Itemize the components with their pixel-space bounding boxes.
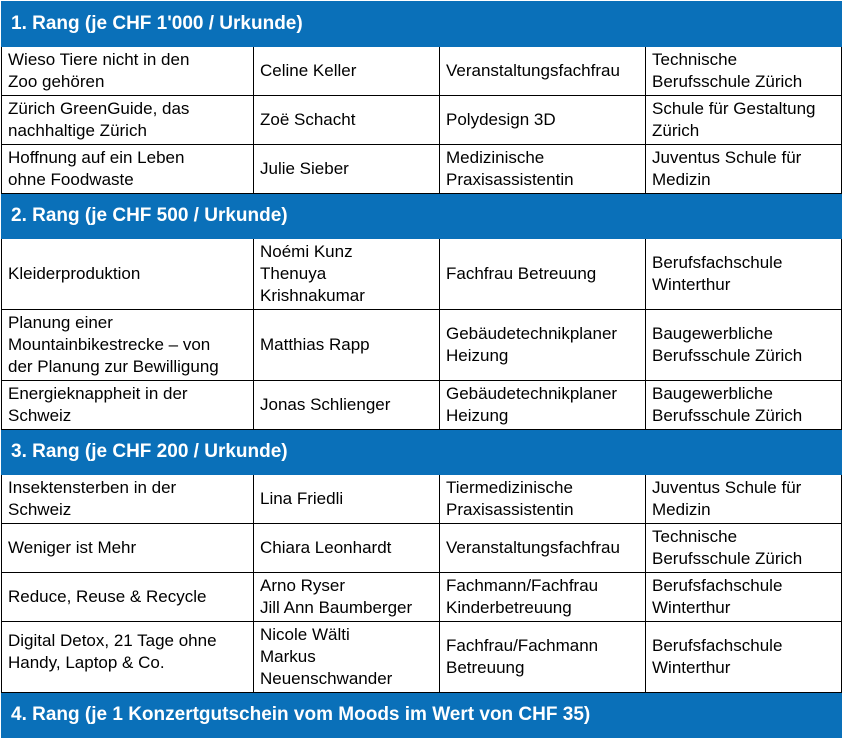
profession-cell: Fachfrau/Fachmann Betreuung [440, 622, 646, 693]
school-cell: Juventus Schule für Medizin [646, 145, 842, 194]
profession-cell: Polydesign 3D [440, 96, 646, 145]
name-cell: Zoë Schacht [254, 96, 440, 145]
school-cell: Technische Berufsschule Zürich [646, 47, 842, 96]
school-cell: Berufsfachschule Winterthur [646, 239, 842, 310]
project-cell: Hoffnung auf ein Leben ohne Foodwaste [2, 145, 254, 194]
name-cell: Jonas Schlienger [254, 381, 440, 430]
project-cell: Reduce, Reuse & Recycle [2, 573, 254, 622]
section-title: 1. Rang (je CHF 1'000 / Urkunde) [2, 2, 842, 47]
profession-cell: Gebäudetechnikplaner Heizung [440, 310, 646, 381]
school-cell: Schule für Gestaltung Zürich [646, 96, 842, 145]
name-cell: Julie Sieber [254, 145, 440, 194]
table-row [2, 239, 842, 310]
project-cell: Kleiderproduktion [2, 239, 254, 310]
table-row [2, 524, 842, 573]
school-cell: Baugewerbliche Berufsschule Zürich [646, 310, 842, 381]
profession-cell: Tiermedizinische Praxisassistentin [440, 475, 646, 524]
school-cell: Berufsfachschule Winterthur [646, 622, 842, 693]
award-table-container [1, 1, 841, 738]
section-header-row [2, 194, 842, 239]
name-cell: Nicole Wälti Markus Neuenschwander [254, 622, 440, 693]
profession-cell: Medizinische Praxisassistentin [440, 145, 646, 194]
profession-cell: Fachfrau Betreuung [440, 239, 646, 310]
profession-cell: Fachmann/Fachfrau Kinderbetreuung [440, 573, 646, 622]
profession-cell: Gebäudetechnikplaner Heizung [440, 381, 646, 430]
project-cell: Digital Detox, 21 Tage ohne Handy, Laptop & Co. [2, 622, 254, 693]
project-cell: Energieknappheit in der Schweiz [2, 381, 254, 430]
table-row [2, 381, 842, 430]
school-cell: Juventus Schule für Medizin [646, 475, 842, 524]
name-cell: Arno Ryser Jill Ann Baumberger [254, 573, 440, 622]
name-cell: Noémi Kunz Thenuya Krishnakumar [254, 239, 440, 310]
table-row [2, 475, 842, 524]
profession-cell: Veranstaltungsfachfrau [440, 524, 646, 573]
table-row [2, 145, 842, 194]
section-header-row [2, 430, 842, 475]
name-cell: Matthias Rapp [254, 310, 440, 381]
table-row [2, 573, 842, 622]
name-cell: Lina Friedli [254, 475, 440, 524]
school-cell: Berufsfachschule Winterthur [646, 573, 842, 622]
project-cell: Weniger ist Mehr [2, 524, 254, 573]
section-title: 4. Rang (je 1 Konzertgutschein vom Moods im Wert von CHF 35) [2, 693, 842, 738]
table-row [2, 96, 842, 145]
section-header-row [2, 693, 842, 738]
school-cell: Technische Berufsschule Zürich [646, 524, 842, 573]
name-cell: Celine Keller [254, 47, 440, 96]
project-cell: Wieso Tiere nicht in den Zoo gehören [2, 47, 254, 96]
section-title: 3. Rang (je CHF 200 / Urkunde) [2, 430, 842, 475]
table-row [2, 310, 842, 381]
section-title: 2. Rang (je CHF 500 / Urkunde) [2, 194, 842, 239]
section-header-row [2, 2, 842, 47]
school-cell: Baugewerbliche Berufsschule Zürich [646, 381, 842, 430]
table-row [2, 622, 842, 693]
award-table [1, 1, 842, 738]
project-cell: Planung einer Mountainbikestrecke – von der Planung zur Bewilligung [2, 310, 254, 381]
name-cell: Chiara Leonhardt [254, 524, 440, 573]
project-cell: Insektensterben in der Schweiz [2, 475, 254, 524]
table-row [2, 47, 842, 96]
profession-cell: Veranstaltungsfachfrau [440, 47, 646, 96]
project-cell: Zürich GreenGuide, das nachhaltige Zürich [2, 96, 254, 145]
